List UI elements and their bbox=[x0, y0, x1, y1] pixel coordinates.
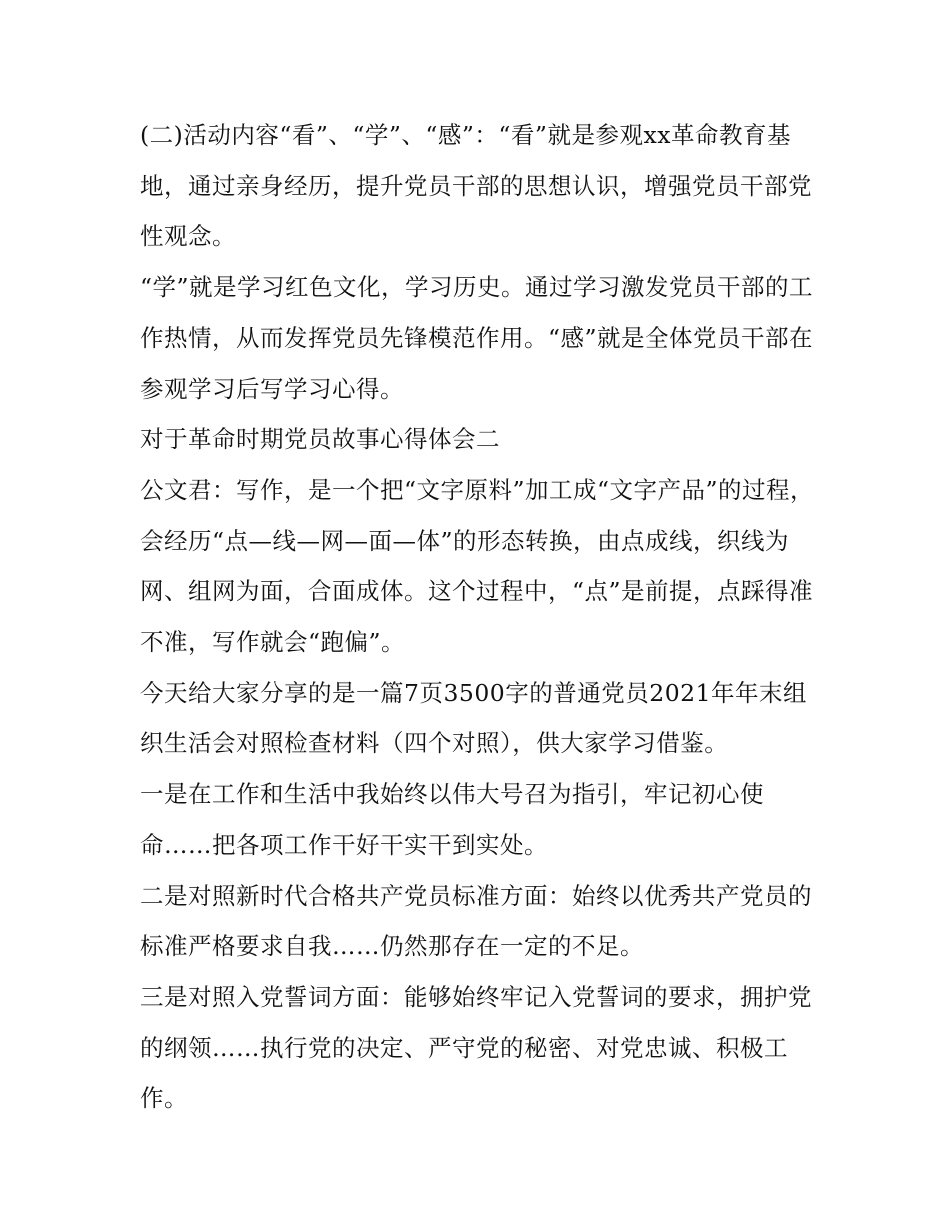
paragraph-point-one: 一是在工作和生活中我始终以伟大号召为指引，牢记初心使命……把各项工作干好干实干到实处。 bbox=[140, 780, 764, 859]
paragraph-point-three: 三是对照入党誓词方面：能够始终牢记入党誓词的要求，拥护党的纲领……执行党的决定、严守党的秘密、对党忠诚、积极工作。 bbox=[140, 982, 812, 1113]
paragraph-activity-content: (二)活动内容“看”、“学”、“感”：“看”就是参观xx革命教育基地，通过亲身经历，提升党员干部的思想认识，增强党员干部党性观念。 bbox=[140, 121, 812, 251]
paragraph-writing-intro: 公文君：写作，是一个把“文字原料”加工成“文字产品”的过程，会经历“点—线—网—面—体”的形态转换，由点成线，织线为网、组网为面，合面成体。这个过程中，“点”是前提，点踩得准不准，写作就会“跑偏”。 bbox=[140, 475, 815, 657]
document-body bbox=[140, 110, 820, 1124]
paragraph-section-heading: 对于革命时期党员故事心得体会二 bbox=[140, 425, 500, 454]
paragraph-learn-feel: “学”就是学习红色文化，学习历史。通过学习激发党员干部的工作热情，从而发挥党员先锋模范作用。“感”就是全体党员干部在参观学习后写学习心得。 bbox=[140, 273, 814, 403]
paragraph-point-two: 二是对照新时代合格共产党员标准方面：始终以优秀共产党员的标准严格要求自我……仍然那存在一定的不足。 bbox=[140, 881, 812, 961]
paragraph-share-intro: 今天给大家分享的是一篇7页3500字的普通党员2021年年末组织生活会对照检查材料（四个对照），供大家学习借鉴。 bbox=[140, 678, 808, 758]
